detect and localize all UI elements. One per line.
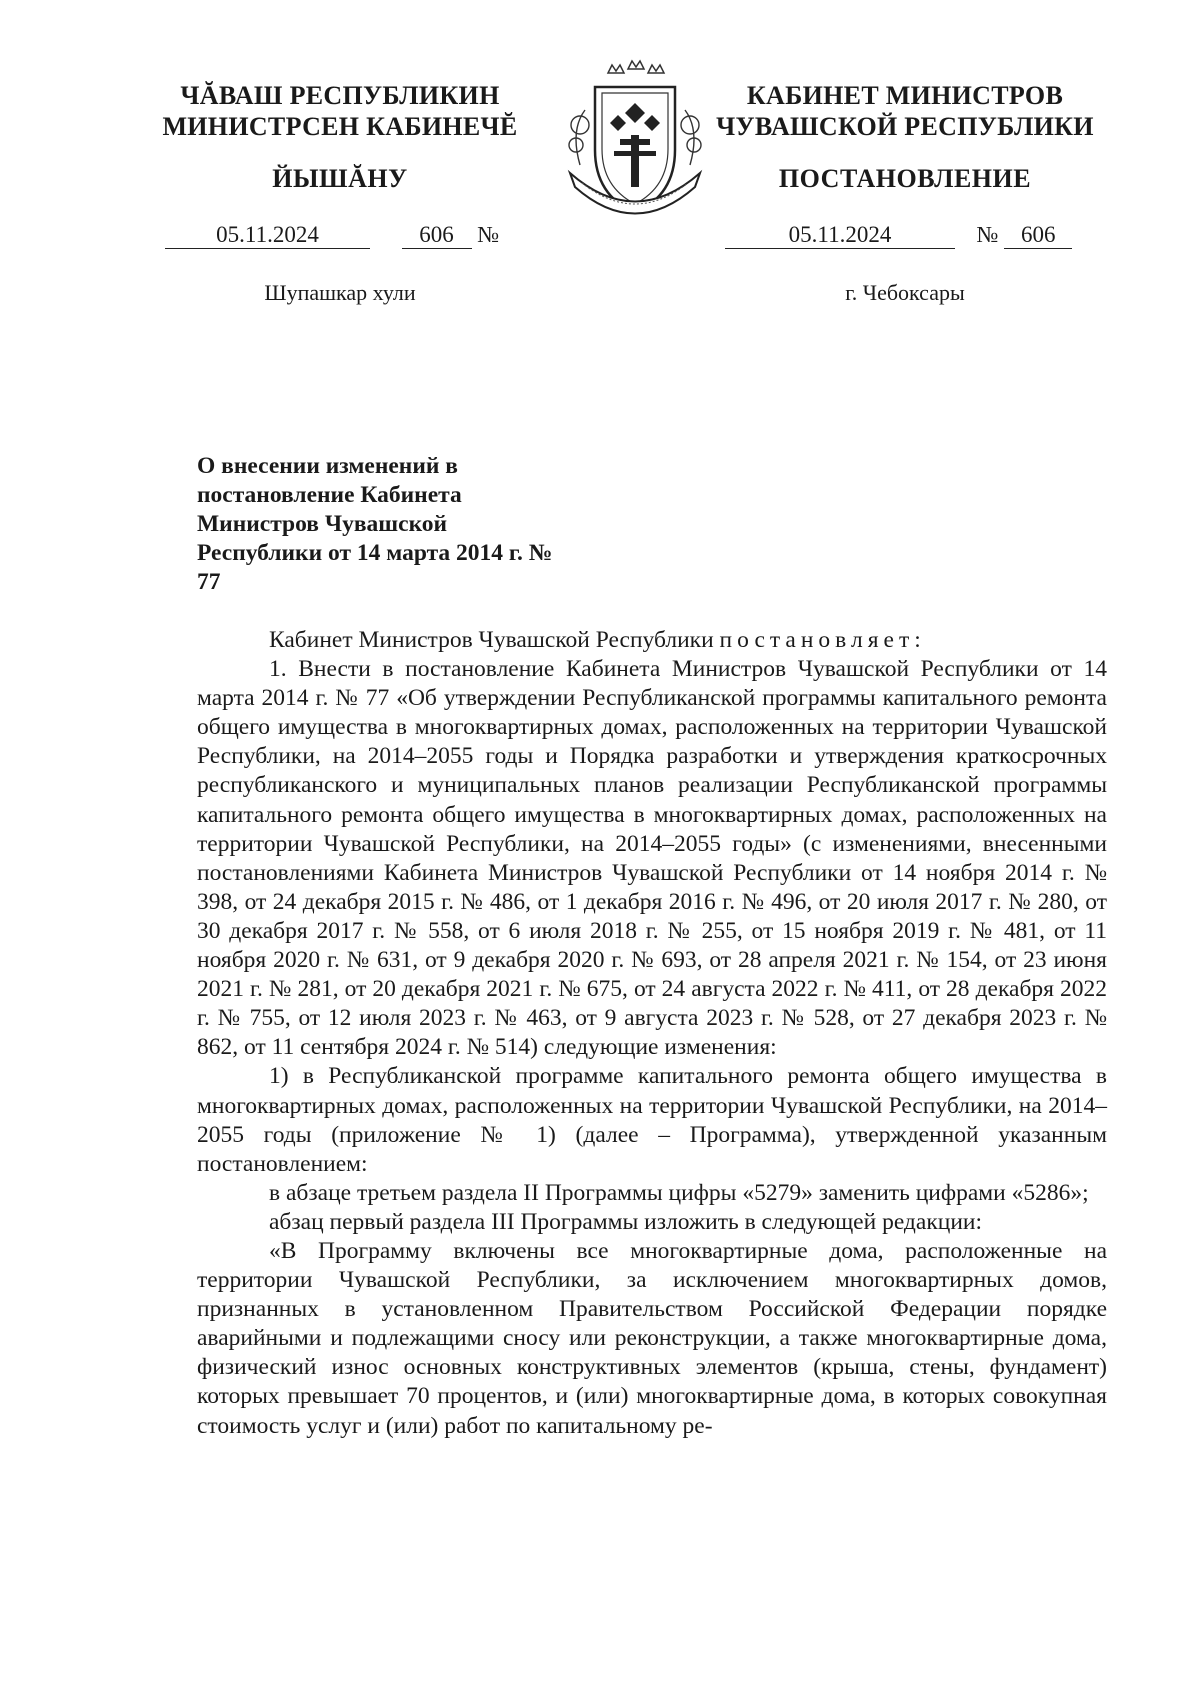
header-right-line1: КАБИНЕТ МИНИСТРОВ <box>746 81 1064 110</box>
header-left-doc-type: ЙЫШĂНУ <box>272 164 408 193</box>
body-intro-suffix: : <box>914 627 921 653</box>
document-body <box>197 626 1107 1441</box>
body-paragraph-3: в абзаце третьем раздела II Программы цифры «5279» заменить цифрами «5286»; <box>269 1179 1089 1206</box>
body-intro-prefix: Кабинет Министров Чувашской Республики <box>269 627 720 653</box>
document-title: О внесении изменений в постановление Кабинета Министров Чувашской Республики от 14 марта 2014 г. № 77 <box>197 453 553 595</box>
body-paragraph-2: 1) в Республиканской программе капитального ремонта общего имущества в многоквартирных домах, расположенных на территории Чувашской Республики, на 2014–2055 годы (приложение № 1) (далее – Программа), утвержденной указанным постановлением: <box>197 1063 1107 1177</box>
registration-left-number: 606 <box>402 222 472 249</box>
header-left-line1: ЧĂВАШ РЕСПУБЛИКИН <box>180 81 500 110</box>
chuvash-coat-of-arms-icon <box>560 55 710 230</box>
registration-left-number-sign: № <box>477 222 500 247</box>
registration-left <box>165 222 499 249</box>
registration-right-number: 606 <box>1004 222 1072 249</box>
body-intro <box>197 626 1107 655</box>
city-right: г. Чебоксары <box>845 280 965 305</box>
header-left-authority <box>150 80 530 142</box>
registration-left-date: 05.11.2024 <box>165 222 370 249</box>
city-left: Шупашкар хули <box>264 280 416 305</box>
body-intro-spaced: постановляет <box>719 627 915 653</box>
body-paragraph-5: «В Программу включены все многоквартирные дома, расположенные на территории Чувашской Республики, за исключением многоквартирных домов, признанных в установленном Правительством Российской Федерации порядке аварийными и подлежащими сносу или реконструкции, а также многоквартирные дома, физический износ основных конструктивных элементов (крыша, стены, фундамент) которых превышает 70 процентов, и (или) многоквартирные дома, в которых совокупная стоимость услуг и (или) работ по капитальному ре- <box>197 1237 1107 1439</box>
registration-right-number-sign: № <box>976 222 999 247</box>
header-right-doc-type: ПОСТАНОВЛЕНИЕ <box>778 164 1032 193</box>
header-left-line2: МИНИСТРСЕН КАБИНЕЧĔ <box>162 112 518 141</box>
body-paragraph-1: 1. Внести в постановление Кабинета Министров Чувашской Республики от 14 марта 2014 г. № 77 «Об утверждении Республиканской программы капитального ремонта общего имущества в многоквартирных домах, расположенных на территории Чувашской Республики, на 2014–2055 годы и Порядка разработки и утверждения краткосрочных республиканского и муниципальных планов реализации Республиканской программы капитального ремонта общего имущества в многоквартирных домах, расположенных на территории Чувашской Республики, на 2014–2055 годы» (с изменениями, внесенными постановлениями Кабинета Министров Чувашской Республики от 14 ноября 2014 г. № 398, от 24 декабря 2015 г. № 486, от 1 декабря 2016 г. № 496, от 20 июля 2017 г. № 280, от 30 декабря 2017 г. № 558, от 6 июля 2018 г. № 255, от 15 ноября 2019 г. № 481, от 11 ноября 2020 г. № 631, от 9 декабря 2020 г. № 693, от 28 апреля 2021 г. № 154, от 23 июня 2021 г. № 281, от 20 декабря 2021 г. № 675, от 24 августа 2022 г. № 411, от 28 декабря 2022 г. № 755, от 12 июля 2023 г. № 463, от 9 августа 2023 г. № 528, от 27 декабря 2023 г. № 862, от 11 сентября 2024 г. № 514) следующие изменения: <box>197 656 1107 1061</box>
registration-right <box>725 222 1072 249</box>
header-right-line2: ЧУВАШСКОЙ РЕСПУБЛИКИ <box>716 112 1094 141</box>
header-right-authority <box>690 80 1120 142</box>
body-paragraph-4: абзац первый раздела III Программы изложить в следующей редакции: <box>269 1208 982 1235</box>
registration-right-date: 05.11.2024 <box>725 222 955 249</box>
